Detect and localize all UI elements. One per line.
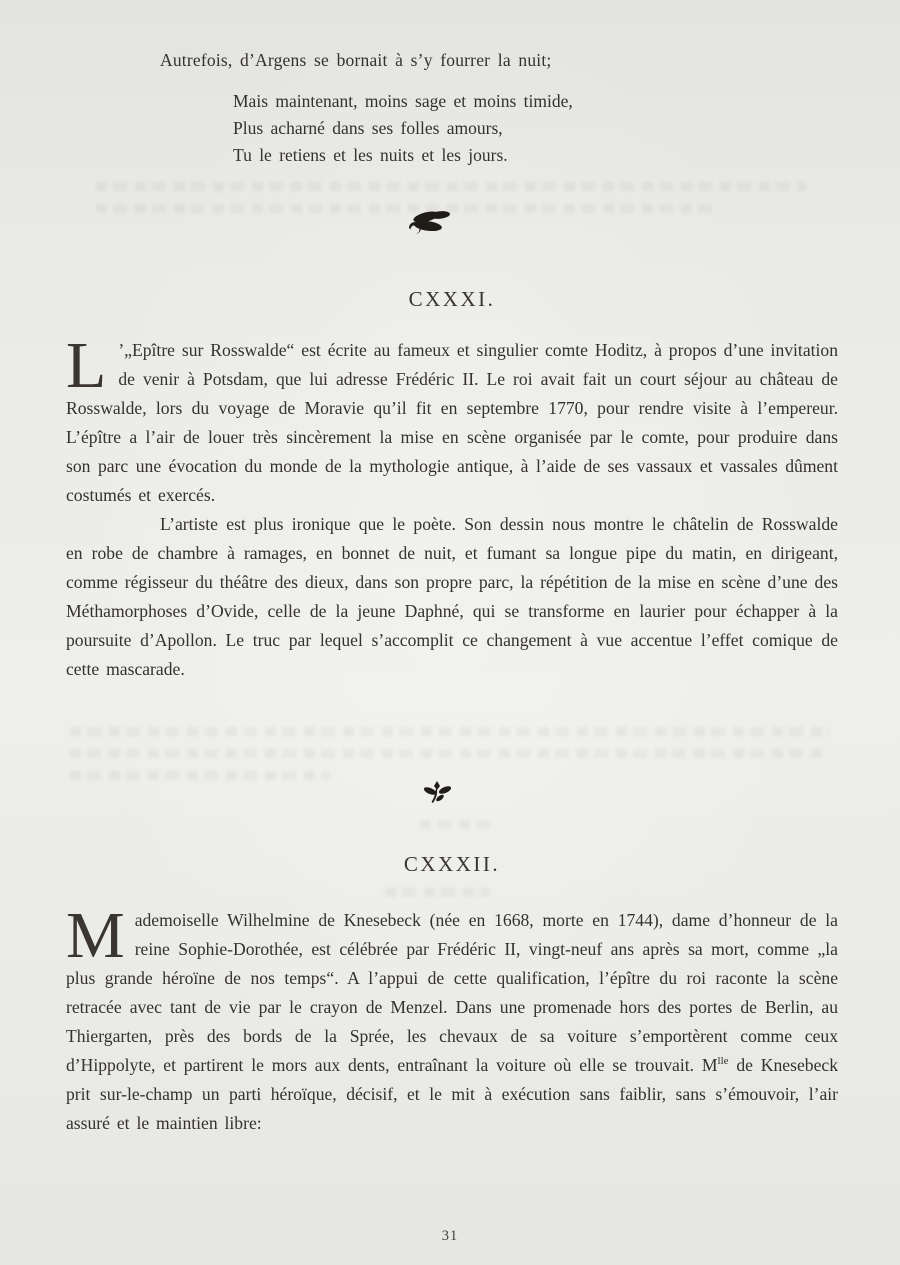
poem-line: Mais maintenant, moins sage et moins timide,	[233, 91, 573, 111]
dropcap-letter: M	[66, 899, 125, 972]
fleuron-flower-icon	[52, 778, 824, 813]
epigraph-intro-line: Autrefois, d’Argens se bornait à s’y fourrer la nuit;	[160, 50, 552, 70]
section-cxxxi-body	[66, 329, 838, 684]
paragraph	[66, 510, 838, 684]
epigraph-poem	[233, 88, 573, 169]
poem-line: Plus acharné dans ses folles amours,	[233, 118, 503, 138]
section-heading-cxxxii: CXXXII.	[403, 852, 501, 876]
fleuron-leaf-icon	[38, 208, 810, 241]
section-cxxxii-body	[66, 899, 838, 1138]
bleedthrough-ghost-mark	[420, 820, 490, 842]
paragraph	[66, 329, 838, 510]
paragraph-text: ’„Epître sur Rosswalde“ est écrite au fameux et singulier comte Hoditz, à propos d’une invitation de venir à Potsdam, que lui adresse Frédéric II. Le roi avait fait un court séjour au château de Rosswalde, lors du voyage de Moravie qu’il fit en septembre 1770, pour rendre visite à l’empereur. L’épître a l’air de louer très sincèrement la mise en scène organisée par le comte, pour produire dans son parc une évocation du monde de la mythologie antique, à l’aide de ses vassaux et vassales dûment costumés et exercés.	[66, 340, 838, 505]
paragraph	[66, 899, 838, 1138]
section-heading-cxxxi: CXXXI.	[408, 287, 496, 311]
paragraph-text: L’artiste est plus ironique que le poète. Son dessin nous montre le châtelin de Rosswalde en robe de chambre à ramages, en bonnet de nuit, et fumant sa longue pipe du matin, en dirigeant, comme régisseur du théâtre des dieux, dans son propre parc, la répétition de la mise en scène d’une des Méthamorphoses d’Ovide, celle de la jeune Daphné, qui se transforme en laurier pour échapper à la poursuite d’Apollon. Le truc par lequel s’accomplit ce changement à vue accentue l’effet comique de cette mascarade.	[66, 514, 838, 679]
page-number: 31	[441, 1228, 459, 1244]
poem-line: Tu le retiens et les nuits et les jours.	[233, 145, 508, 165]
dropcap-letter: L	[66, 329, 107, 402]
paragraph-text: ademoiselle Wilhelmine de Knesebeck (née en 1668, morte en 1744), dame d’honneur de la reine Sophie-Dorothée, est célébrée par Frédéric II, vingt-neuf ans après sa mort, comme „la plus grande héroïne de nos temps“. A l’appui de cette qualification, l’épître du roi raconte la scène retracée avec tant de vie par le crayon de Menzel. Dans une promenade hors des portes de Berlin, au Thiergarten, près des bords de la Sprée, les chevaux de sa voiture s’emportèrent comme ceux d’Hippolyte, et partirent le mors aux dents, entraînant la voiture où elle se trouvait. $M^{lle}$ de Knesebeck prit sur-le-champ un parti héroïque, décisif, et le mit à exécution sans faiblir, sans s’émouvoir, l’air assuré et le maintien libre:	[66, 910, 838, 1133]
